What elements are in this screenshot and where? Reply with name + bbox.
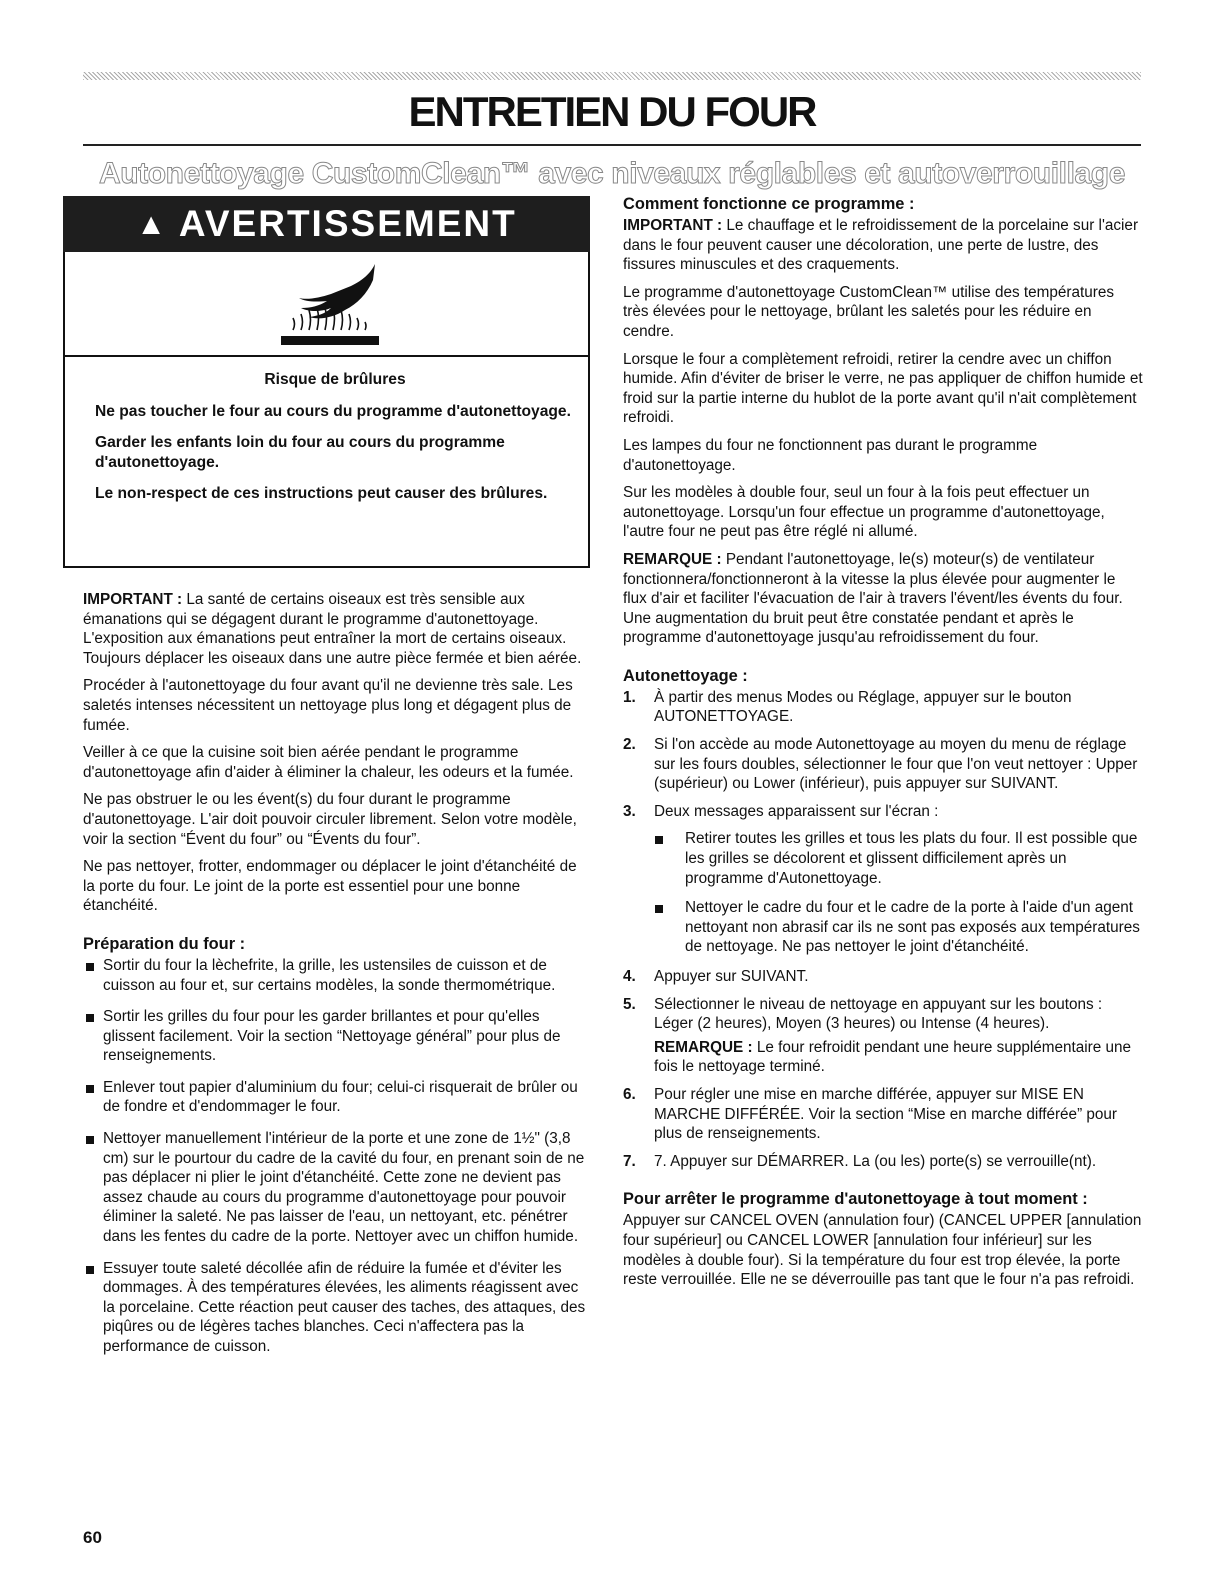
prep-bullet <box>83 956 588 995</box>
important-label: IMPORTANT : <box>83 591 183 608</box>
paragraph: Ne pas nettoyer, frotter, endommager ou déplacer le joint d'étanchéité de la porte du four. Le joint de la porte est essentiel pour une bonne étanchéité. <box>83 858 577 915</box>
bullet-text: Essuyer toute saleté décollée afin de réduire la fumée et d'éviter les dommages. À des températures élevées, les aliments réagissent avec la porcelaine. Cette réaction peut causer des taches, des attaques, des piqûres ou de légères taches blanches. Ceci n'affectera pas la performance de cuisson. <box>103 1259 586 1355</box>
section-subtitle: Autonettoyage CustomClean™ avec niveaux réglables et autoverrouillage <box>98 157 1126 190</box>
step-remark <box>623 1038 1143 1077</box>
paragraph: Lorsque le four a complètement refroidi, retirer la cendre avec un chiffon humide. Afin d'éviter de briser le verre, ne pas appliquer de chiffon humide et froid sur la partie interne du hublot de la porte avant qu'il n'ait complètement refroidi. <box>623 350 1143 427</box>
bullet-square-icon <box>86 1014 94 1022</box>
page-number: 60 <box>83 1528 102 1547</box>
step-text: Sélectionner le niveau de nettoyage en appuyant sur les boutons : <box>654 995 1103 1013</box>
bullet-square-icon <box>86 1266 94 1274</box>
remark-paragraph <box>623 550 1143 648</box>
step-item <box>623 735 1143 794</box>
step-item <box>623 802 1143 822</box>
title-rule <box>83 144 1141 146</box>
step-number: 3. <box>623 802 636 820</box>
step-number: 5. <box>623 995 636 1013</box>
warning-box <box>63 196 590 568</box>
bullet-text: Enlever tout papier d'aluminium du four; celui-ci risquerait de brûler ou de fondre et d'endommager le four. <box>103 1078 578 1116</box>
warning-text <box>95 370 575 515</box>
step-text: Si l'on accède au mode Autonettoyage au moyen du menu de réglage sur les fours doubles, sélectionner le four que l'on veut nettoyer : Upper (supérieur) ou Lower (inférieur), puis appuyer sur SUIVANT. <box>654 736 1138 793</box>
step-item <box>623 967 1143 987</box>
paragraph: Procéder à l'autonettoyage du four avant qu'il ne devienne très sale. Les saletés intenses nécessitent un nettoyage plus long et dégagent plus de fumée. <box>83 677 573 734</box>
warning-pictogram-area <box>65 252 588 357</box>
step-item <box>623 1152 1143 1172</box>
step-number: 7. <box>623 1152 636 1170</box>
important-label: IMPORTANT : <box>623 217 723 234</box>
warning-body <box>63 252 590 568</box>
step-number: 2. <box>623 736 636 754</box>
warning-heading: AVERTISSEMENT <box>178 203 517 244</box>
step-sub-bullet <box>623 829 1143 888</box>
important-paragraph <box>623 216 1143 275</box>
important-paragraph <box>83 590 588 668</box>
prep-bullet <box>83 1129 588 1247</box>
step-item <box>623 995 1143 1034</box>
stop-paragraph: Appuyer sur CANCEL OVEN (annulation four) (CANCEL UPPER [annulation four supérieur] ou CANCEL LOWER [annulation four inférieur] sur les modèles à double four). Si la température du four est trop élevée, la porte reste verrouillée. Elle ne se déverrouille pas tant que le four n'a pas refroidi. <box>623 1212 1142 1289</box>
bullet-text: Nettoyer le cadre du four et le cadre de la porte à l'aide d'un agent nettoyant non abrasif car ils ne sont pas exposés aux températures de nettoyage. Ne pas nettoyer le joint d'étanchéité. <box>685 899 1140 956</box>
warning-line: Le non-respect de ces instructions peut causer des brûlures. <box>95 485 548 502</box>
paragraph: Sur les modèles à double four, seul un four à la fois peut effectuer un autonettoyage. Lorsqu'un four effectue un programme d'autonettoyage, l'autre four ne peut pas être réglé ni allumé. <box>623 484 1105 541</box>
prep-bullet <box>83 1007 588 1066</box>
step-text: Deux messages apparaissent sur l'écran : <box>654 802 939 820</box>
remark-text: Pendant l'autonettoyage, le(s) moteur(s) de ventilateur fonctionnera/fonctionneront à la vitesse la plus élevée pour augmenter le flux d'air et faciliter l'évacuation de l'air à travers l'évent/les évents du four. Une augmentation du bruit peut être constatée pendant et après le programme d'autonettoyage jusqu'au refroidissement du four. <box>623 550 1123 647</box>
step-number: 4. <box>623 968 636 985</box>
stop-heading: Pour arrêter le programme d'autonettoyage à tout moment : <box>623 1190 1088 1209</box>
right-column <box>623 194 1143 1298</box>
bullet-square-icon <box>86 1085 94 1093</box>
bullet-text: Sortir les grilles du four pour les garder brillantes et pour qu'elles glissent facilement. Voir la section “Nettoyage général” pour plus de renseignements. <box>103 1008 561 1065</box>
top-hatch-bar <box>83 72 1141 80</box>
remark-text: Le four refroidit pendant une heure supplémentaire une fois le nettoyage terminé. <box>654 1038 1132 1076</box>
bullet-square-icon <box>86 1136 94 1144</box>
bullet-square-icon <box>86 963 94 971</box>
paragraph: Veiller à ce que la cuisine soit bien aérée pendant le programme d'autonettoyage afin d'aider à éliminer la chaleur, les odeurs et la fumée. <box>83 744 574 781</box>
step-item <box>623 688 1143 727</box>
remark-label: REMARQUE : <box>654 1038 753 1056</box>
warning-header <box>63 196 590 252</box>
important-text: Le chauffage et le refroidissement de la porcelaine sur l'acier dans le four peuvent causer une décoloration, une perte de lustre, des fissures minuscules et des craquements. <box>623 217 1139 274</box>
step-text: Pour régler une mise en marche différée, appuyer sur MISE EN MARCHE DIFFÉRÉE. Voir la section “Mise en marche différée” pour plus de renseignements. <box>654 1085 1118 1143</box>
step-text-continued: Léger (2 heures), Moyen (3 heures) ou Intense (4 heures). <box>654 1015 1050 1033</box>
hot-surface-hand-icon <box>275 260 385 350</box>
warning-risk-title: Risque de brûlures <box>264 371 406 388</box>
paragraph: Ne pas obstruer le ou les évent(s) du four durant le programme d'autonettoyage. L'air doit pouvoir circuler librement. Selon votre modèle, voir la section “Évent du four” ou “Évents du four”. <box>83 791 577 848</box>
step-sub-bullet <box>623 898 1143 957</box>
important-text: La santé de certains oiseaux est très sensible aux émanations qui se dégagent durant le programme d'autonettoyage. L'exposition aux émanations peut entraîner la mort de certains oiseaux. Toujours déplacer les oiseaux dans une autre pièce fermée et bien aérée. <box>83 591 582 667</box>
prep-bullet <box>83 1078 588 1117</box>
bullet-text: Nettoyer manuellement l'intérieur de la porte et une zone de 1½" (3,8 cm) sur le pourtour du cadre de la cavité du four, en prenant soin de ne pas déplacer ni plier le joint d'étanchéité. Cette zone ne devient pas assez chaude au cours du programme d'autonettoyage pour pouvoir éliminer la saleté. Ne pas laisser de l'eau, un nettoyant, etc. pénétrer dans les fentes du cadre de la porte. Nettoyer avec un chiffon humide. <box>103 1130 585 1246</box>
page-title: ENTRETIEN DU FOUR <box>408 88 816 135</box>
step-text: 7. Appuyer sur DÉMARRER. La (ou les) porte(s) se verrouille(nt). <box>654 1152 1097 1170</box>
step-text: À partir des menus Modes ou Réglage, appuyer sur le bouton AUTONETTOYAGE. <box>654 688 1072 726</box>
remark-label: REMARQUE : <box>623 550 722 568</box>
step-item <box>623 1085 1143 1144</box>
auto-heading: Autonettoyage : <box>623 666 748 685</box>
paragraph: Les lampes du four ne fonctionnent pas durant le programme d'autonettoyage. <box>623 436 1038 474</box>
step-number: 1. <box>623 688 636 706</box>
bullet-text: Retirer toutes les grilles et tous les plats du four. Il est possible que les grilles se décolorent et glissent difficilement après un programme d'Autonettoyage. <box>685 830 1138 887</box>
how-heading: Comment fonctionne ce programme : <box>623 195 915 213</box>
prep-bullet <box>83 1259 588 1357</box>
warning-line: Garder les enfants loin du four au cours du programme d'autonettoyage. <box>95 434 505 471</box>
bullet-text: Sortir du four la lèchefrite, la grille, les ustensiles de cuisson et de cuisson au four et, sur certains modèles, la sonde thermométrique. <box>103 956 556 994</box>
warning-line: Ne pas toucher le four au cours du programme d'autonettoyage. <box>95 403 571 420</box>
left-column <box>83 590 588 1369</box>
warning-triangle-icon: ▲ <box>136 208 168 241</box>
step-text: Appuyer sur SUIVANT. <box>654 968 809 985</box>
bullet-square-icon <box>655 905 663 913</box>
step-number: 6. <box>623 1085 636 1103</box>
paragraph: Le programme d'autonettoyage CustomClean™ utilise des températures très élevées pour le nettoyage, brûlant les saletés pour les réduire en cendre. <box>623 283 1114 340</box>
prep-heading: Préparation du four : <box>83 934 246 953</box>
bullet-square-icon <box>655 836 663 844</box>
